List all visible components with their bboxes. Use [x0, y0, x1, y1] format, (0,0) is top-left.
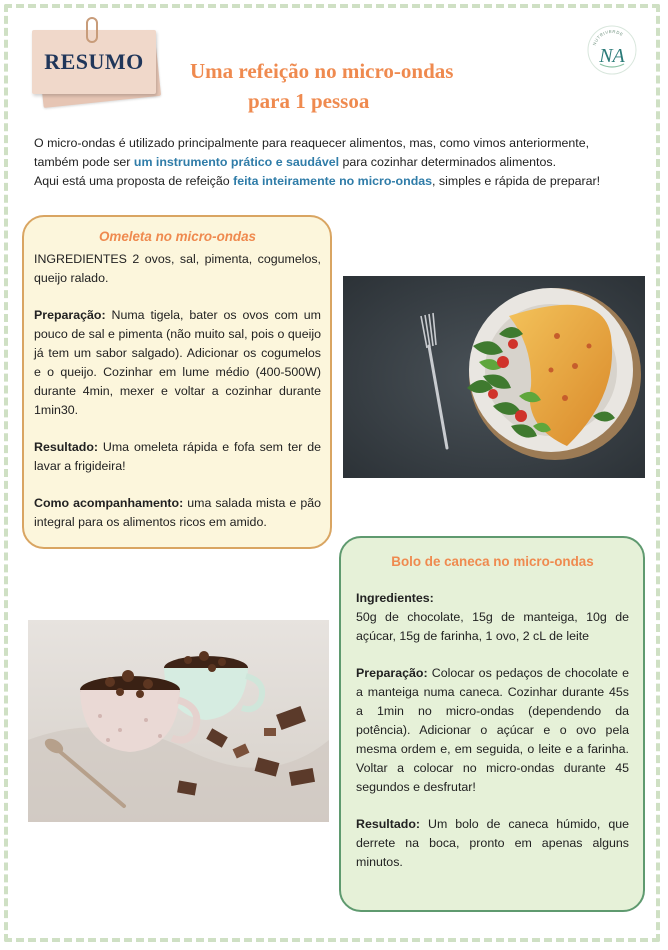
title-line-2: para 1 pessoa — [248, 89, 370, 113]
omelette-photo — [343, 276, 645, 478]
mug-cake-photo — [28, 620, 329, 822]
mug-cake-preparation: Preparação: Colocar os pedaços de chocolate e a manteiga numa caneca. Cozinhar durante 45s a 1min no micro-ondas (dependendo da potência). Adicionar o açúcar e o ovo pela mesma ordem e, em seguida, o leite e a farinha. Voltar a colocar no micro-ondas durante 45 segundos e desfrutar! — [356, 666, 629, 794]
mug-cake-recipe-card — [339, 536, 645, 912]
mug-cake-result: Resultado: Um bolo de caneca húmido, que derrete na boca, pronto em apenas alguns minutos. — [356, 817, 629, 869]
omelette-recipe-card — [22, 215, 332, 549]
page-title — [190, 56, 530, 116]
omelette-preparation: Preparação: Numa tigela, bater os ovos com um pouco de sal e pimenta (não muito sal, pois o queijo já tem um sabor salgado). Adicionar os cogumelos e o queijo. Cozinhar em lume médio (400-500W) durante 4min, mexer e voltar a cozinhar durante 1min30. — [34, 308, 321, 417]
logo-monogram: NA — [599, 45, 625, 67]
omelette-side: Como acompanhamento: uma salada mista e pão integral para os alimentos ricos em amido. — [34, 496, 321, 529]
omelette-ingredients: INGREDIENTES 2 ovos, sal, pimenta, cogumelos, queijo ralado. — [34, 252, 321, 285]
resumo-label: RESUMO — [44, 49, 144, 74]
intro-paragraph — [34, 134, 646, 191]
mug-cake-title: Bolo de caneca no micro-ondas — [391, 554, 594, 569]
nutrition-logo-icon — [586, 24, 638, 76]
intro-line-3: Aqui está uma proposta de refeição feita inteiramente no micro-ondas, simples e rápida de preparar! — [34, 174, 601, 188]
mug-cake-ingredients: Ingredientes: 50g de chocolate, 15g de manteiga, 10g de açúcar, 15g de farinha, 1 ovo, 2 cL de leite — [356, 591, 629, 643]
intro-line-2: também pode ser um instrumento prático e saudável para cozinhar determinados alimentos. — [34, 155, 557, 169]
intro-highlight-2: feita inteiramente no micro-ondas — [233, 174, 433, 188]
omelette-title: Omeleta no micro-ondas — [99, 229, 256, 244]
logo-text: NUTRIVERDE — [591, 28, 625, 47]
paperclip-icon — [86, 17, 98, 43]
intro-line-1: O micro-ondas é utilizado principalmente para reaquecer alimentos, mas, como vimos anteriormente, — [34, 136, 590, 150]
title-line-1: Uma refeição no micro-ondas — [190, 59, 454, 83]
omelette-result: Resultado: Uma omeleta rápida e fofa sem ter de lavar a frigideira! — [34, 440, 321, 473]
intro-highlight-1: um instrumento prático e saudável — [133, 155, 340, 169]
